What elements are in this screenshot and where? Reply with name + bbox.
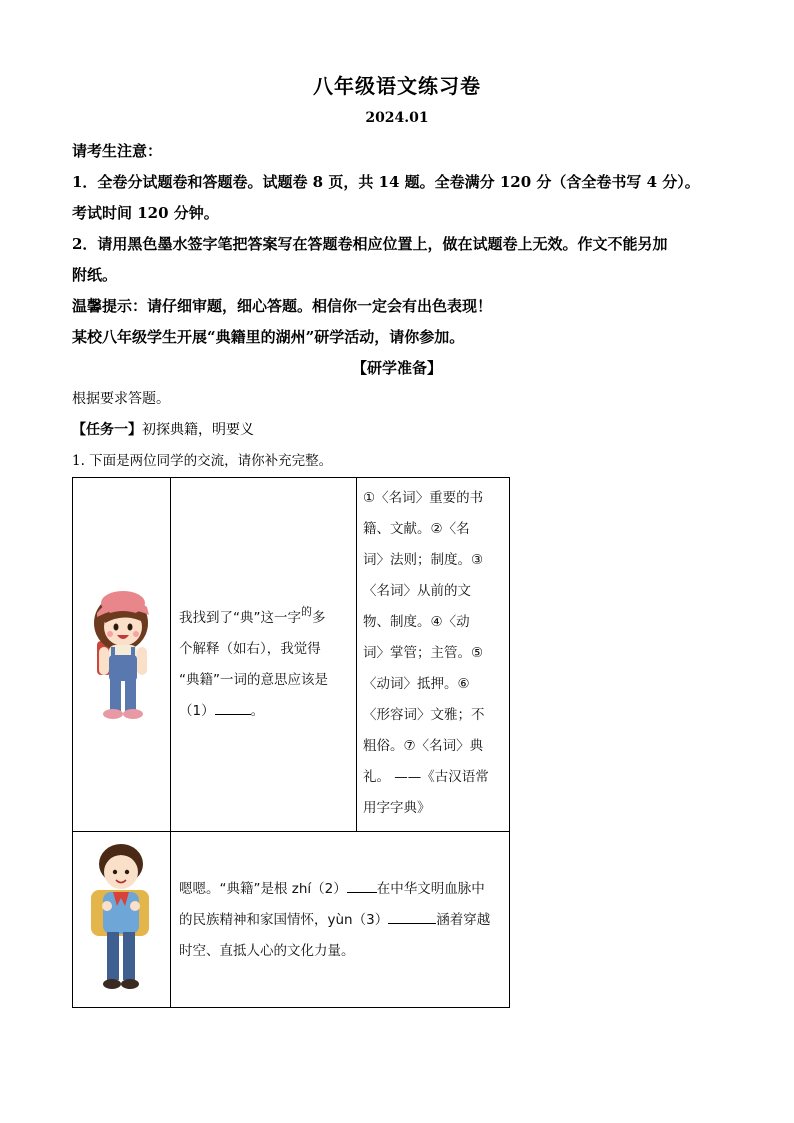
girl-speech-line-2: 个解释（如右），我觉得 [179, 641, 321, 657]
definition-line: 〈名词〉从前的文 [363, 583, 471, 599]
boy-speech-line-2: 的民族精神和家国情怀，yùn（3） 涵着穿越 [179, 905, 511, 936]
girl-illustration [79, 583, 164, 728]
definition-line: 词〉法则；制度。③ [363, 552, 484, 568]
activity-text: 某校八年级学生开展“典籍里的湖州”研学活动，请你参加。 [72, 328, 465, 346]
page-title: 八年级语文练习卷 [313, 74, 481, 98]
answer-blank-3[interactable] [388, 907, 436, 924]
notice-item-2-line-2: 附纸。 [72, 266, 118, 284]
boy-speech [179, 874, 511, 967]
notice-heading: 请考生注意： [72, 142, 163, 160]
notice-item-1-line-1: 1．全卷分试题卷和答题卷。试题卷 8 页，共 14 题。全卷满分 120 分（含全卷书写 4 分）。 [72, 173, 700, 191]
boy-speech-line-1: 嗯嗯。“典籍”是根 zhí（2） 在中华文明血脉中 [179, 874, 511, 905]
definition-line: 礼。 ——《古汉语常 [363, 769, 489, 785]
girl-speech-line-3: “典籍”一词的意思应该是 [179, 672, 328, 688]
section-instruction: 根据要求答题。 [72, 391, 170, 407]
section-heading: 【研学准备】 [351, 359, 442, 377]
tip-text: 温馨提示：请仔细审题，细心答题。相信你一定会有出色表现！ [72, 297, 493, 315]
girl-speech [179, 596, 355, 727]
definition-line: 粗俗。⑦〈名词〉典 [363, 738, 484, 754]
boy-illustration [81, 840, 161, 1000]
definition-line: 物、制度。④〈动 [363, 614, 470, 630]
girl-speech-line-1: 我找到了“典”这一字$^的$多 [179, 605, 326, 626]
definition-line: ①〈名词〉重要的书 [363, 490, 484, 506]
task-line [72, 420, 732, 440]
notice-item-1-line-2: 考试时间 120 分钟。 [72, 204, 219, 222]
definition-line: 〈动词〉抵押。⑥ [363, 676, 470, 692]
exam-date: 2024.01 [365, 110, 429, 126]
definition-line: 〈形容词〉文雅；不 [363, 707, 485, 723]
notice-item-2-line-1: 2．请用黑色墨水签字笔把答案写在答题卷相应位置上，做在试题卷上无效。作文不能另加 [72, 235, 668, 253]
answer-blank-1[interactable] [215, 698, 251, 715]
dictionary-definitions [363, 483, 509, 824]
task-text: 初探典籍，明要义 [142, 422, 254, 438]
definition-line: 用字字典》 [363, 800, 431, 816]
definition-line: 词〉掌管；主管。⑤ [363, 645, 484, 661]
definition-line: 籍、文献。②〈名 [363, 521, 470, 537]
dialogue-table [72, 477, 510, 1008]
answer-blank-2[interactable] [347, 876, 377, 893]
boy-speech-line-3: 时空、直抵人心的文化力量。 [179, 943, 355, 959]
task-label: 【任务一】 [72, 422, 142, 438]
question-1: 1. 下面是两位同学的交流，请你补充完整。 [72, 453, 333, 469]
girl-speech-line-4: （1） 。 [179, 696, 355, 727]
